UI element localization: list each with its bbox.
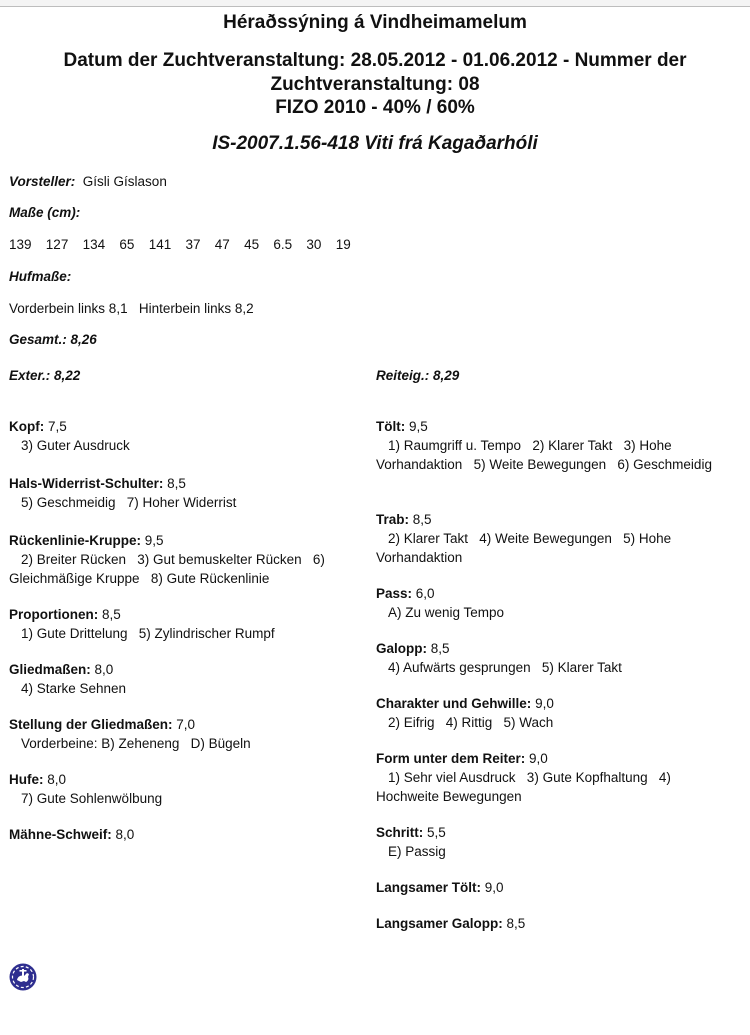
criterion-score: 8,5 [506, 916, 526, 931]
criterion-score: 8,0 [47, 772, 67, 787]
criterion-remarks: E) Passig [388, 844, 446, 859]
riding-list [376, 417, 748, 933]
criterion-name: Form unter dem Reiter: [376, 751, 526, 766]
criterion-score: 6,0 [415, 586, 435, 601]
measurement-value: 45 [244, 237, 260, 252]
criterion-galopp [376, 639, 748, 677]
measurement-value: 47 [214, 237, 230, 252]
criterion-remarks: 2) Eifrig 4) Rittig 5) Wach [388, 715, 554, 730]
scoring-system: FIZO 2010 - 40% / 60% [275, 97, 475, 118]
browser-top-edge [0, 0, 750, 7]
criterion-score: 9,0 [535, 696, 554, 711]
measurements-label: Maße (cm): [9, 205, 81, 220]
criterion-name: Langsamer Galopp: [376, 916, 503, 931]
criterion-gliedmassen [9, 660, 359, 698]
criterion-remarks: 4) Aufwärts gesprungen 5) Klarer Takt [388, 660, 622, 675]
criterion-trab [376, 510, 748, 567]
criterion-name: Pass: [376, 586, 413, 601]
criterion-score: 8,5 [412, 512, 432, 527]
criterion-remarks: 7) Gute Sohlenwölbung [21, 791, 163, 806]
hoof-label: Hufmaße: [9, 269, 72, 284]
criterion-score: 8,5 [102, 607, 121, 622]
criterion-remarks: 1) Sehr viel Ausdruck 3) Gute Kopfhaltung 4) Hochweite Bewegungen [376, 770, 675, 804]
criterion-toelt [376, 417, 748, 474]
riding-score: Reiteig.: 8,29 [376, 368, 460, 383]
rider-label: Vorsteller: [9, 174, 76, 189]
horse-emblem-icon [9, 963, 37, 991]
criterion-proportionen [9, 605, 359, 643]
criterion-remarks: 1) Gute Drittelung 5) Zylindrischer Rumpf [21, 626, 275, 641]
criterion-hufe [9, 770, 359, 808]
criterion-kopf [9, 417, 359, 455]
criterion-remarks: 3) Guter Ausdruck [21, 438, 130, 453]
criterion-score: 8,5 [430, 641, 450, 656]
measurement-value: 127 [45, 237, 69, 252]
criterion-name: Schritt: [376, 825, 424, 840]
criterion-langsamer-toelt [376, 878, 748, 897]
total-score: Gesamt.: 8,26 [9, 332, 97, 347]
criterion-score: 7,0 [176, 717, 196, 732]
measurement-value: 65 [119, 237, 135, 252]
criterion-name: Gliedmaßen: [9, 662, 91, 677]
conformation-list [9, 417, 359, 844]
criterion-name: Charakter und Gehwille: [376, 696, 532, 711]
criterion-name: Hals-Widerrist-Schulter: [9, 476, 164, 491]
criterion-name: Rückenlinie-Kruppe: [9, 533, 142, 548]
criterion-langsamer-galopp [376, 914, 748, 933]
criterion-maehne [9, 825, 359, 844]
measurement-value: 141 [148, 237, 172, 252]
criterion-name: Trab: [376, 512, 410, 527]
measurement-value: 37 [185, 237, 201, 252]
measurements-values [9, 237, 361, 252]
criterion-remarks: 4) Starke Sehnen [21, 681, 127, 696]
criterion-stellung [9, 715, 359, 753]
measurement-value: 30 [306, 237, 322, 252]
criterion-hals [9, 474, 359, 512]
criterion-remarks: 2) Klarer Takt 4) Weite Bewegungen 5) Hohe Vorhandaktion [376, 531, 675, 565]
measurement-value: 6.5 [273, 237, 293, 252]
rider-value: Gísli Gíslason [82, 174, 167, 189]
criterion-score: 7,5 [48, 419, 67, 434]
criterion-charakter [376, 694, 748, 732]
criterion-name: Stellung der Gliedmaßen: [9, 717, 173, 732]
measurement-value: 19 [335, 237, 351, 252]
criterion-name: Proportionen: [9, 607, 99, 622]
criterion-score: 8,0 [115, 827, 135, 842]
criterion-remarks: 5) Geschmeidig 7) Hoher Widerrist [21, 495, 237, 510]
conformation-score: Exter.: 8,22 [9, 368, 81, 383]
criterion-score: 8,0 [94, 662, 114, 677]
criterion-remarks: 2) Breiter Rücken 3) Gut bemuskelter Rücken 6) Gleichmäßige Kruppe 8) Gute Rückenlinie [9, 552, 329, 586]
criterion-name: Galopp: [376, 641, 427, 656]
criterion-remarks: A) Zu wenig Tempo [388, 605, 505, 620]
criterion-score: 8,5 [167, 476, 186, 491]
measurement-value: 134 [82, 237, 106, 252]
page-title: Héraðssýning á Vindheimamelum [223, 12, 527, 33]
hoof-value: Vorderbein links 8,1 Hinterbein links 8,2 [9, 301, 254, 316]
criterion-name: Hufe: [9, 772, 44, 787]
rider-row [9, 174, 167, 189]
criterion-pass [376, 584, 748, 622]
criterion-name: Langsamer Tölt: [376, 880, 482, 895]
criterion-schritt [376, 823, 748, 861]
criterion-name: Tölt: [376, 419, 406, 434]
criterion-score: 9,0 [529, 751, 548, 766]
event-info [20, 49, 730, 120]
criterion-name: Mähne-Schweif: [9, 827, 112, 842]
criterion-score: 9,0 [484, 880, 504, 895]
event-dates: Datum der Zuchtveranstaltung: 28.05.2012 - 01.06.2012 - Nummer der Zuchtveranstaltung: 08 [63, 50, 687, 95]
criterion-score: 9,5 [144, 533, 164, 548]
criterion-ruecken [9, 531, 359, 588]
criterion-remarks: 1) Raumgriff u. Tempo 2) Klarer Takt 3) Hohe Vorhandaktion 5) Weite Bewegungen 6) Geschmeidig [376, 438, 712, 472]
criterion-name: Kopf: [9, 419, 45, 434]
criterion-form [376, 749, 748, 806]
criterion-remarks: Vorderbeine: B) Zeheneng D) Bügeln [21, 736, 251, 751]
horse-name: IS-2007.1.56-418 Viti frá Kagaðarhóli [212, 133, 538, 154]
measurement-value: 139 [9, 237, 32, 252]
criterion-score: 5,5 [427, 825, 446, 840]
criterion-score: 9,5 [409, 419, 428, 434]
